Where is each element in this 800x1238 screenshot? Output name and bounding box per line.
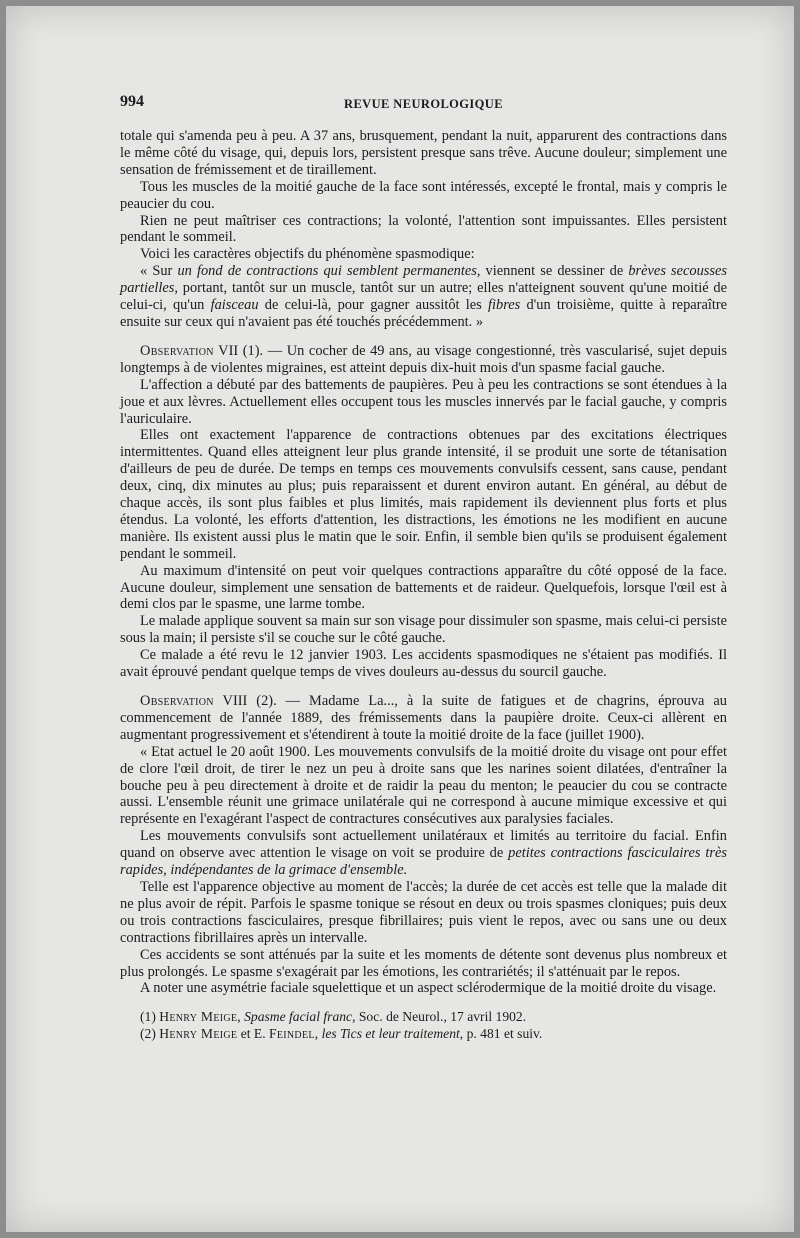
- paragraph-acces: Telle est l'apparence objective au moment de l'accès; la durée de cet accès est telle que la malade dit ne plus avoir de répit. Parfois le spasme tonique se résout en deux ou trois spasmes cloniques; puis deux ou trois contractions fasciculaires, presque fibrillaires; puis vient le repos, avec ou sans une ou deux contractions fibrillaires après un intervalle.: [120, 878, 727, 946]
- paragraph-mouvements: Les mouvements convulsifs sont actuellement unilatéraux et limités au territoire du facial. Enfin quand on observe avec attention le visage on voit se produire de petites contractions fasciculaires très rapides, indépendantes de la grimace d'ensemble.: [120, 828, 727, 879]
- paragraph-apparence: Elles ont exactement l'apparence de contractions obtenues par des excitations électriques intermittentes. Quand elles atteignent leur plus grande intensité, il se produit une sorte de tétanisation d'ailleurs de peu de durée. De temps en temps ces mouvements convulsifs cessent, sans cause, pendant deux, cinq, dix minutes au plus; puis reparaissent et durent environ autant. En général, au début de chaque accès, ils sont plus faibles et plus limités, mais rapidement ils deviennent plus forts et plus étendus. La volonté, les efforts d'attention, les distractions, les émotions ne les modifient en aucune manière. Ils existent aussi plus le matin que le soir. Enfin, il semble bien qu'ils se produisent également pendant le sommeil.: [120, 427, 727, 562]
- paragraph-attenues: Ces accidents se sont atténués par la suite et les moments de détente sont devenus plus nombreux et plus prolongés. Le spasme s'exagérait par les émotions, les contrariétés; il s'atténuait par le repos.: [120, 946, 727, 980]
- paragraph-continuation: totale qui s'amenda peu à peu. A 37 ans, brusquement, pendant la nuit, apparurent des contractions dans le même côté du visage, qui, depuis lors, persistent presque sans trêve. Aucune douleur; simplement une sensation de frémissement et de tiraillement.: [120, 128, 727, 178]
- page-content: [120, 94, 727, 1042]
- scanned-page: [6, 6, 794, 1232]
- observation-vii: Observation VII (1). — Un cocher de 49 ans, au visage congestionné, très vascularisé, sujet depuis longtemps à de violentes migraines, est atteint depuis dix-huit mois d'un spasme facial gauche.: [120, 342, 727, 376]
- paragraph-etat-actuel: « Etat actuel le 20 août 1900. Les mouvements convulsifs de la moitié droite du visage ont pour effet de clore l'œil droit, de tirer le nez un peu à droite sans que les narines soient dilatées, d'entraîner la bouche peu à peu directement à droite et de raidir la peau du menton; le peaucier du cou se contracte aussi. L'ensemble réunit une grimace unilatérale qui ne correspond à aucune mimique excessive et qui représente en l'exagérant l'aspect de contractures consécutives aux paralysies faciales.: [120, 743, 727, 828]
- observation-label: Observation: [140, 342, 214, 359]
- footnote-2: (2) Henry Meige et E. Feindel, les Tics et leur traitement, p. 481 et suiv.: [140, 1025, 543, 1041]
- paragraph-muscles: Tous les muscles de la moitié gauche de la face sont intéressés, excepté le frontal, mais y compris le peaucier du cou.: [120, 178, 727, 212]
- running-header: [120, 94, 727, 114]
- running-title: REVUE NEUROLOGIQUE: [344, 97, 503, 111]
- observation-label: Observation: [140, 693, 214, 709]
- footnotes: [120, 1009, 727, 1042]
- paragraph-quote-spasme: « Sur un fond de contractions qui semblent permanentes, viennent se dessiner de brèves secousses partielles, portant, tantôt sur un muscle, tantôt sur un autre; elles n'atteignent souvent qu'une moitié de celui-ci, qu'un faisceau de celui-là, pour gagner aussitôt les fibres d'un troisième, quitte à reparaître ensuite sur ceux qui n'avaient pas été touchés précédemment. »: [120, 263, 728, 330]
- paragraph-revu: Ce malade a été revu le 12 janvier 1903. Les accidents spasmodiques ne s'étaient pas modifiés. Il avait éprouvé pendant quelque temps de vives douleurs au-dessus du sourcil gauche.: [120, 647, 727, 681]
- paragraph-caracteres: Voici les caractères objectifs du phénomène spasmodique:: [140, 246, 475, 263]
- paragraph-malade-main: Le malade applique souvent sa main sur son visage pour dissimuler son spasme, mais celui-ci persiste sous la main; il persiste s'il se couche sur le côté gauche.: [120, 613, 727, 647]
- paragraph-asymetrie: A noter une asymétrie faciale squelettique et un aspect sclérodermique de la moitié droite du visage.: [140, 980, 717, 997]
- paragraph-maximum: Au maximum d'intensité on peut voir quelques contractions apparaître du côté opposé de la face. Aucune douleur, simplement une sensation de battements et de raideur. Quelquefois, lorsque l'œil est à demi clos par le spasme, une larme tombe.: [120, 562, 727, 613]
- observation-viii: Observation VIII (2). — Madame La..., à la suite de fatigues et de chagrins, éprouva au commencement de l'année 1889, des frémissements dans la paupière droite. Ceux-ci allèrent en augmentant progressivement et s'étendirent à toute la moitié droite de la face (juillet 1900).: [120, 693, 727, 743]
- page-number: 994: [120, 93, 144, 110]
- paragraph-volonte: Rien ne peut maîtriser ces contractions; la volonté, l'attention sont impuissantes. Elles persistent pendant le sommeil.: [120, 212, 727, 246]
- paragraph-affection: L'affection a débuté par des battements de paupières. Peu à peu les contractions se sont étendues à la joue et aux lèvres. Actuellement elles occupent tous les muscles innervés par le facial gauche, y compris l'auriculaire.: [120, 376, 727, 427]
- footnote-1: (1) Henry Meige, Spasme facial franc, Soc. de Neurol., 17 avril 1902.: [140, 1009, 527, 1025]
